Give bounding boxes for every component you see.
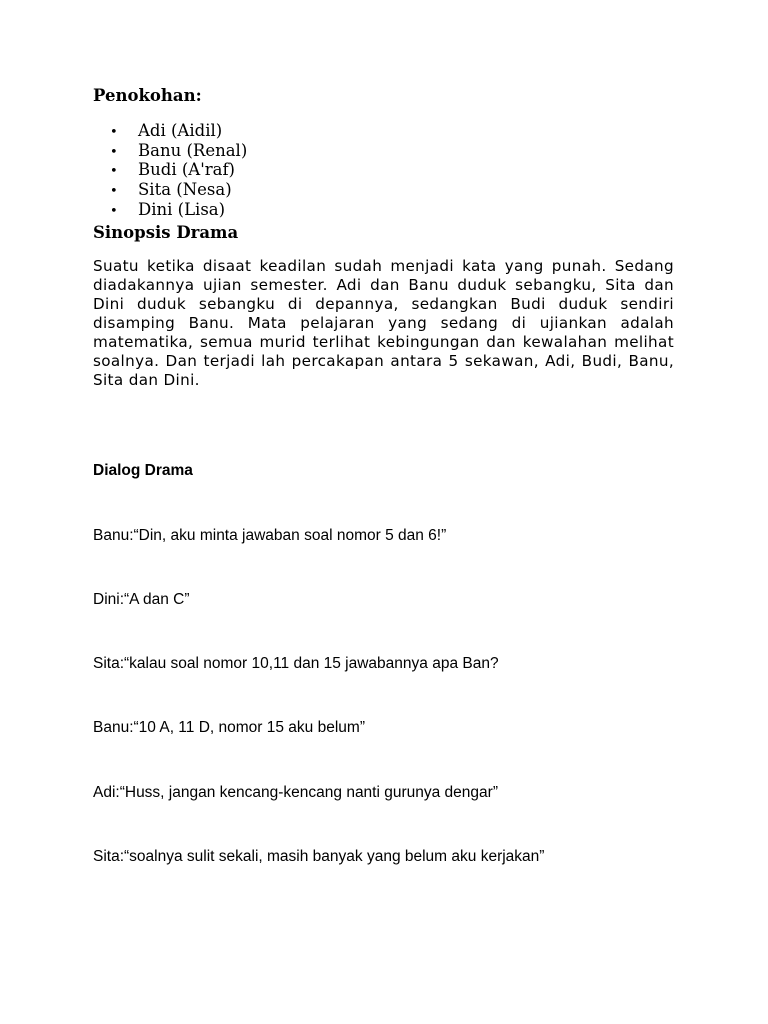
- list-item: [110, 160, 247, 180]
- list-item: [110, 121, 247, 141]
- dialog-heading: Dialog Drama: [93, 462, 193, 479]
- list-item: [110, 200, 247, 220]
- cast-item-label: Budi (A'raf): [138, 160, 235, 180]
- cast-item-label: Sita (Nesa): [138, 180, 232, 200]
- cast-list: [110, 121, 247, 219]
- dialog-line: Sita:“kalau soal nomor 10,11 dan 15 jawabannya apa Ban?: [93, 655, 499, 672]
- cast-item-label: Adi (Aidil): [138, 121, 223, 140]
- penokohan-heading: Penokohan:: [93, 86, 202, 105]
- sinopsis-heading: Sinopsis Drama: [93, 223, 239, 242]
- cast-item-label: Banu (Renal): [138, 140, 248, 160]
- synopsis-paragraph-1: Suatu ketika disaat keadilan sudah menjadi kata yang punah. Sedang diadakannya ujian semester. Adi dan Banu duduk sebangku, Sita dan Dini duduk sebangku di depannya, sedangkan Budi duduk sendiri disamping Banu.: [93, 257, 674, 332]
- dialog-line: Banu:“Din, aku minta jawaban soal nomor 5 dan 6!”: [93, 527, 447, 544]
- dialog-line: Adi:“Huss, jangan kencang-kencang nanti gurunya dengar”: [93, 784, 498, 801]
- bullet-icon: •: [110, 144, 118, 160]
- list-item: [110, 141, 247, 161]
- bullet-icon: •: [110, 164, 118, 180]
- dialog-line: Dini:“A dan C”: [93, 591, 190, 608]
- bullet-icon: •: [110, 203, 118, 219]
- cast-item-label: Dini (Lisa): [138, 199, 226, 219]
- synopsis-body: [93, 257, 674, 390]
- synopsis-paragraph-2: Mata pelajaran yang sedang di ujiankan adalah matematika, semua murid terlihat kebingungan dan kewalahan melihat soalnya. Dan terjadi lah percakapan antara 5 sekawan, Adi, Budi, Banu, Sita dan Dini.: [93, 314, 674, 389]
- list-item: [110, 180, 247, 200]
- bullet-icon: •: [110, 125, 118, 140]
- dialog-line: Banu:“10 A, 11 D, nomor 15 aku belum”: [93, 719, 365, 736]
- dialog-line: Sita:“soalnya sulit sekali, masih banyak yang belum aku kerjakan”: [93, 848, 545, 865]
- bullet-icon: •: [110, 184, 118, 200]
